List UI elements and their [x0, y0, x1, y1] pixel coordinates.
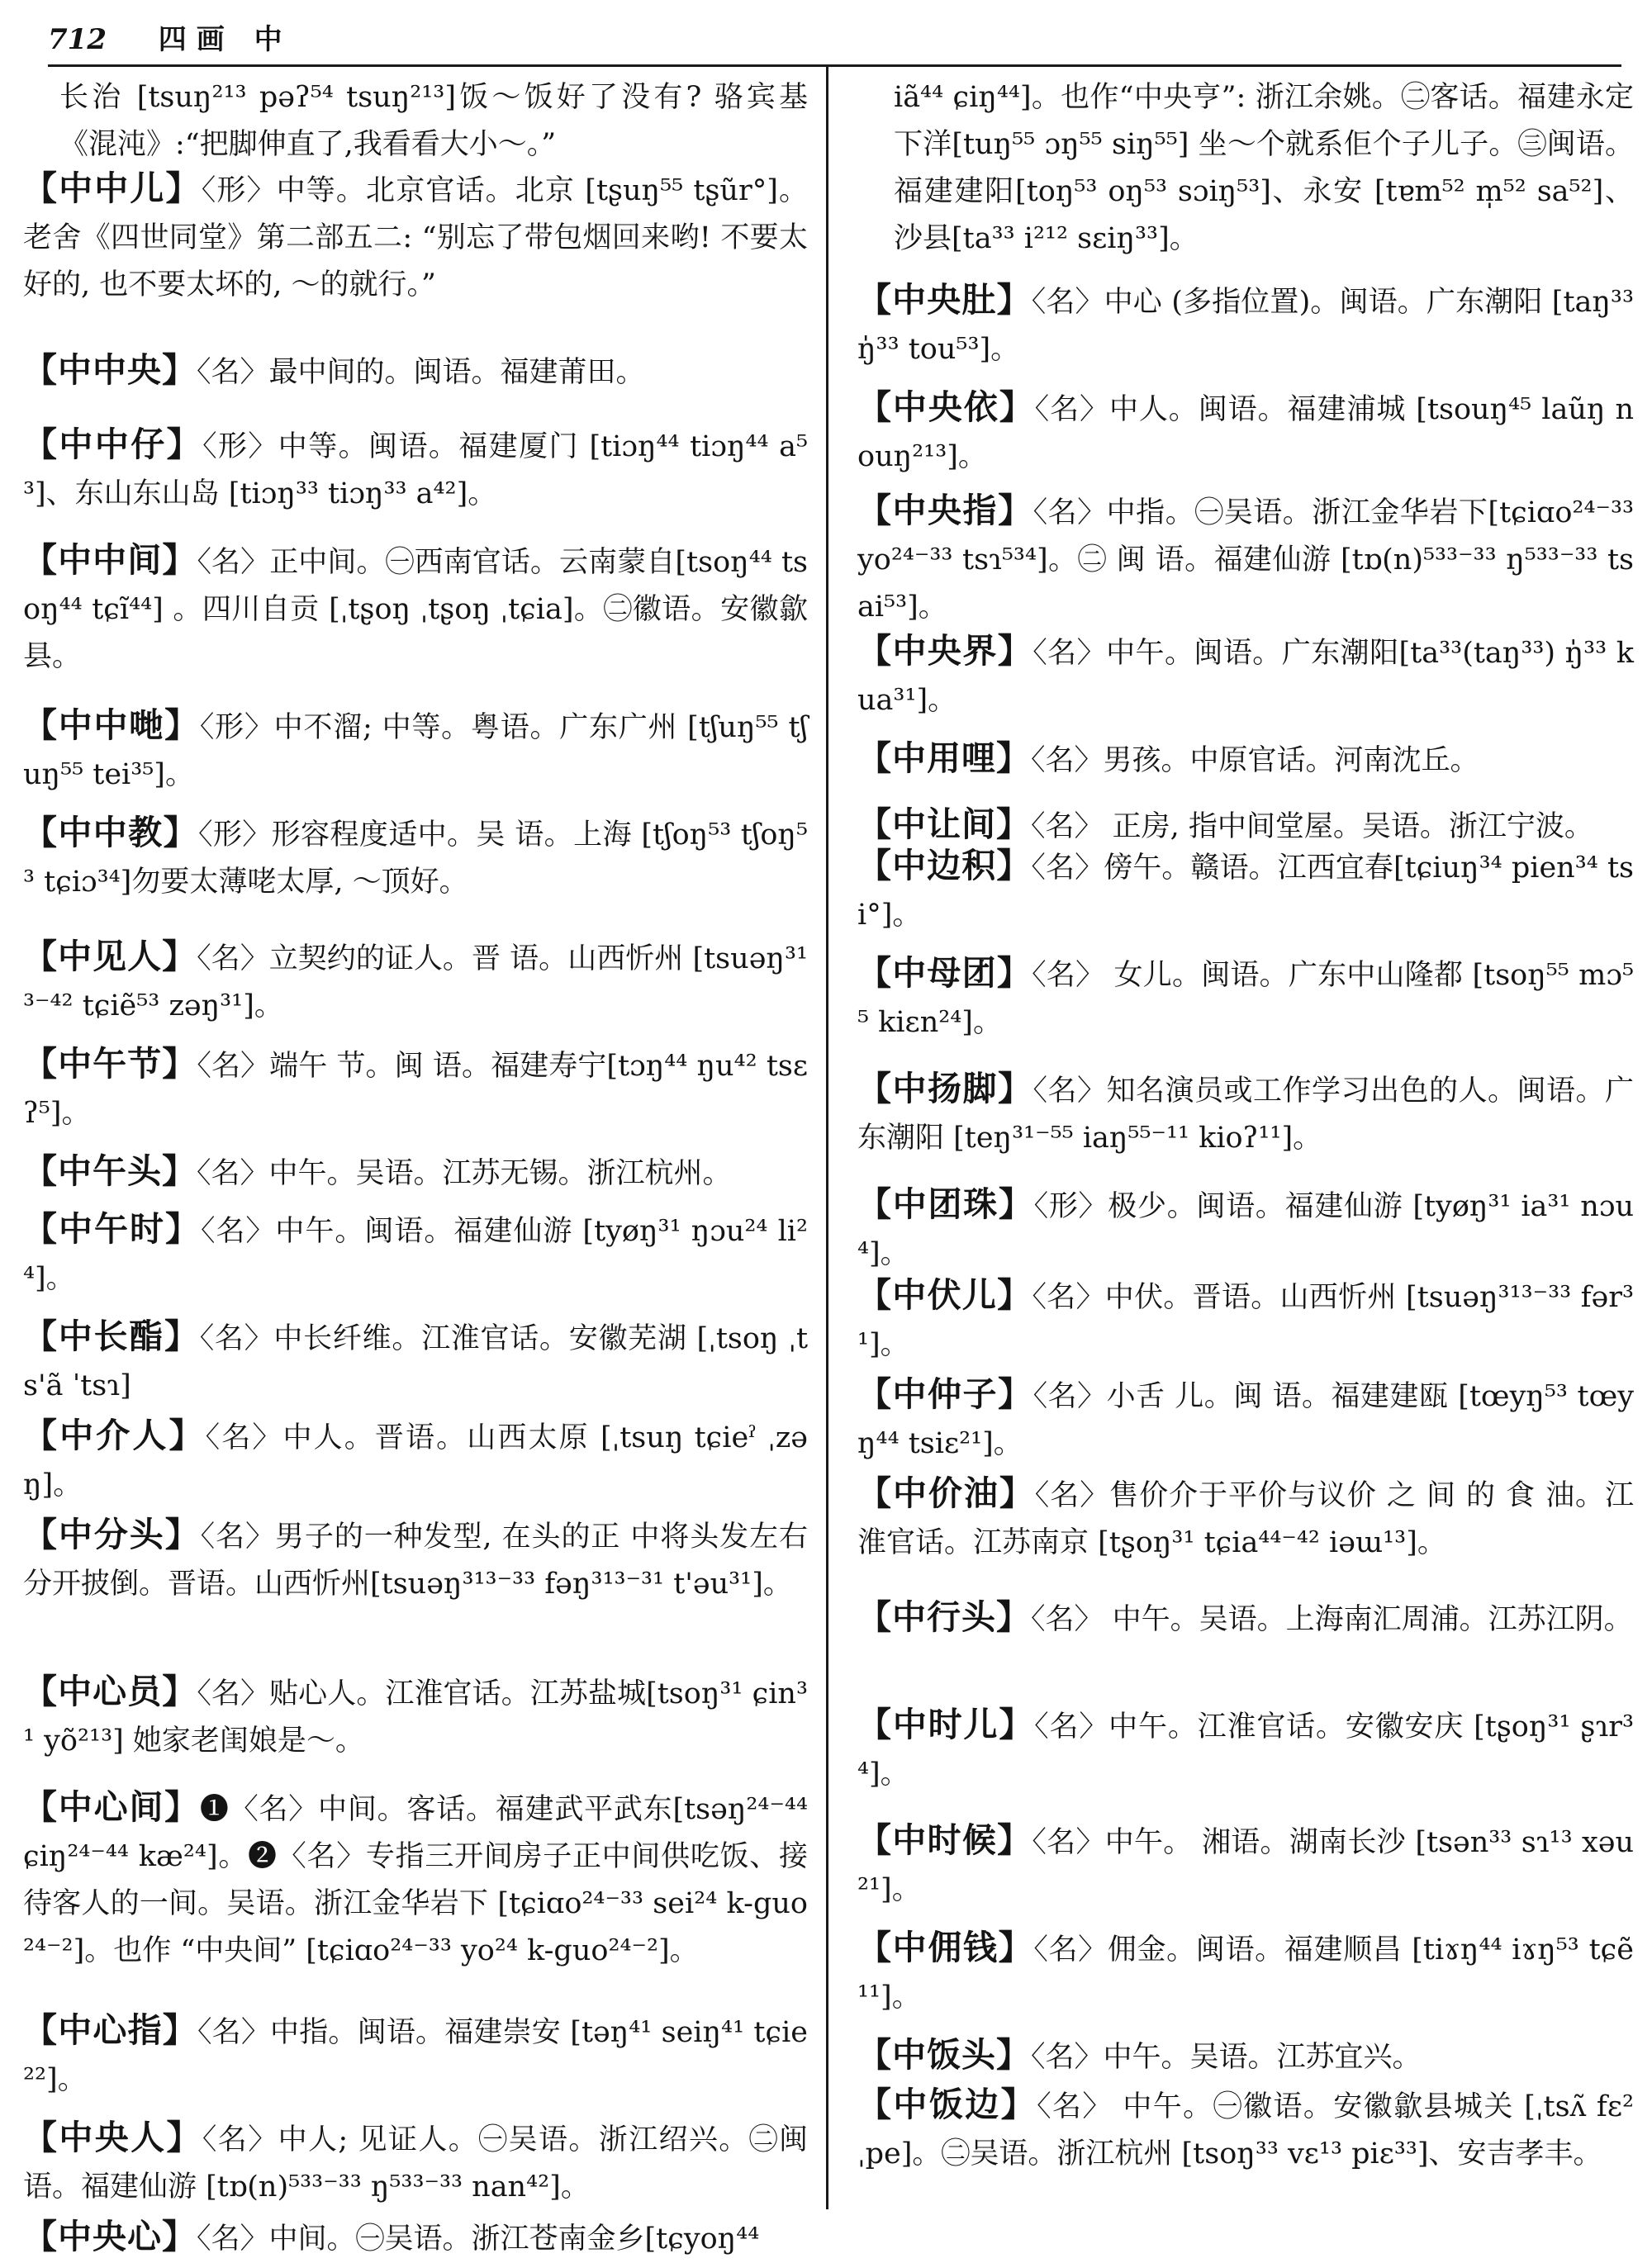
dictionary-entry [23, 1313, 808, 1410]
entry-headword: 【中长酯】 [23, 1317, 200, 1356]
entry-headword: 【中介人】 [23, 1416, 206, 1455]
entry-definition: 〈名〉贴心人。江淮官话。江苏盐城[tsoŋ³¹ ɕin³¹ yõ²¹³] 她家老闺娘是～。 [23, 1677, 808, 1758]
entry-definition: 〈名〉中指。闽语。福建崇安 [təŋ⁴¹ seiŋ⁴¹ tɕie²²]。 [23, 2016, 808, 2096]
entry-definition: 〈名〉傍午。赣语。江西宜春[tɕiuŋ³⁴ pien³⁴ tsi°]。 [857, 852, 1635, 932]
entry-definition: 〈名〉中午。江淮官话。安徽安庆 [tʂoŋ³¹ ʂɿr³⁴]。 [857, 1710, 1634, 1791]
dictionary-entry [857, 2032, 1634, 2081]
page-number: 712 [48, 23, 107, 56]
dictionary-entry [23, 2213, 808, 2263]
entry-definition: 〈形〉中不溜; 中等。粤语。广东广州 [tʃuŋ⁵⁵ tʃuŋ⁵⁵ tei³⁵]。 [23, 711, 809, 791]
dictionary-entry [857, 1701, 1634, 1798]
entry-headword: 【中用哩】 [857, 738, 1031, 778]
entry-headword: 【中饭头】 [857, 2035, 1031, 2075]
entry-definition: 〈名〉中午。闽语。广东潮阳[ta³³(taŋ³³) ŋ̍³³ kua³¹]。 [857, 637, 1634, 717]
entry-headword: 【中价油】 [857, 1473, 1035, 1513]
entry-definition: 长治 [tsuŋ²¹³ pəʔ⁵⁴ tsuŋ²¹³]饭～饭好了没有? 骆宾基《混沌》:“把脚伸直了,我看看大小～。” [59, 81, 808, 161]
entry-definition: 〈名〉 女儿。闽语。广东中山隆都 [tsoŋ⁵⁵ mɔ⁵⁵ kiɛn²⁴]。 [857, 959, 1634, 1039]
entry-headword: 【中饭边】 [857, 2085, 1037, 2124]
entry-headword: 【中心间】 [23, 1787, 200, 1827]
entry-definition: 〈形〉中等。闽语。福建厦门 [tiɔŋ⁴⁴ tiɔŋ⁴⁴ a⁵³]、东山东山岛 [tiɔŋ³³ tiɔŋ³³ a⁴²]。 [23, 430, 809, 510]
entry-headword: 【中时候】 [857, 1820, 1032, 1860]
entry-definition: 〈名〉立契约的证人。晋 语。山西忻州 [tsuəŋ³¹³⁻⁴² tɕiẽ⁵³ zəŋ³¹]。 [23, 942, 809, 1022]
entry-headword: 【中扬脚】 [857, 1069, 1033, 1108]
entry-headword: 【中母团】 [857, 953, 1032, 993]
dictionary-entry [23, 2114, 808, 2211]
dictionary-entry [23, 1148, 808, 1198]
dictionary-entry [857, 1272, 1634, 1369]
dictionary-entry [857, 487, 1634, 631]
column-divider [826, 66, 828, 2209]
dictionary-entry [23, 537, 808, 681]
entry-definition: 〈名〉中午。吴语。江苏宜兴。 [1031, 2041, 1422, 2074]
entry-headword: 【中团珠】 [857, 1184, 1034, 1224]
entry-definition: 〈名〉中间。㊀吴语。浙江苍南金乡[tɕyoŋ⁴⁴ [197, 2223, 760, 2256]
entry-headword: 【中央人】 [23, 2118, 202, 2157]
dictionary-entry [23, 1041, 808, 1137]
entry-definition: 〈名〉正中间。㊀西南官话。云南蒙自[tsoŋ⁴⁴ tsoŋ⁴⁴ tɕĩ⁴⁴] 。四川自贡 [ˌtʂoŋ ˌtʂoŋ ˌtɕia]。㊁徽语。安徽歙县。 [23, 546, 808, 673]
entry-headword: 【中心员】 [23, 1672, 197, 1711]
entry-headword: 【中央指】 [857, 491, 1033, 530]
entry-headword: 【中央界】 [857, 631, 1033, 671]
dictionary-entry [23, 933, 808, 1030]
entry-definition: 〈名〉知名演员或工作学习出色的人。闽语。广东潮阳 [teŋ³¹⁻⁵⁵ iaŋ⁵⁵⁻¹¹ kioʔ¹¹]。 [857, 1075, 1634, 1155]
entry-headword: 【中午时】 [23, 1209, 201, 1249]
entry-definition: 〈形〉形容程度适中。吴 语。上海 [tʃoŋ⁵³ tʃoŋ⁵³ tɕiɔ³⁴]勿要太薄咾太厚, ～顶好。 [23, 818, 808, 899]
entry-definition: ❶〈名〉中间。客话。福建武平武东[tsəŋ²⁴⁻⁴⁴ ɕiŋ²⁴⁻⁴⁴ kæ²⁴]。❷〈名〉专指三开间房子正中间供吃饭、接待客人的一间。吴语。浙江金华岩下 [tɕiɑo²⁴⁻³³ sei²⁴ k-guo²⁴⁻²]。也作 “中央间” [tɕiɑo²⁴⁻³³ yo²⁴ k-guo²⁴⁻²]。 [23, 1793, 808, 1967]
dictionary-entry [23, 421, 808, 518]
entry-headword: 【中让间】 [857, 804, 1031, 844]
dictionary-entry [857, 1470, 1634, 1567]
entry-definition: 〈名〉中人。闽语。福建浦城 [tsouŋ⁴⁵ laũŋ nouŋ²¹³]。 [857, 393, 1634, 473]
entry-definition: 〈名〉最中间的。闽语。福建莆田。 [197, 356, 645, 389]
entry-headword: 【中中仔】 [23, 425, 203, 464]
entry-definition: 〈名〉中长纤维。江淮官话。安徽芜湖 [ˌtsoŋ ˌts'ã ˈtsɿ] [23, 1322, 809, 1402]
entry-definition: 〈名〉端午 节。闽 语。福建寿宁[tɔŋ⁴⁴ ŋu⁴² tsɛʔ⁵]。 [23, 1050, 809, 1130]
dictionary-entry [857, 1594, 1634, 1644]
entry-headword: 【中心指】 [23, 2010, 197, 2050]
entry-headword: 【中中儿】 [23, 168, 202, 208]
dictionary-entry [23, 347, 808, 396]
entry-definition: 〈形〉极少。闽语。福建仙游 [tyøŋ³¹ ia³¹ nɔu⁴]。 [857, 1190, 1634, 1270]
entry-definition: 〈名〉中指。㊀吴语。浙江金华岩下[tɕiɑo²⁴⁻³³ yo²⁴⁻³³ tsɿ⁵³⁴]。㊁ 闽 语。福建仙游 [tɒ(n)⁵³³⁻³³ ŋ⁵³³⁻³³ tsai⁵³]。 [857, 496, 1635, 624]
entry-definition: 〈名〉小舌 儿。闽 语。福建建瓯 [tœyŋ⁵³ tœyŋ⁴⁴ tsiɛ²¹]。 [857, 1380, 1634, 1460]
entry-headword: 【中中央】 [23, 350, 197, 390]
dictionary-entry [857, 1065, 1634, 1162]
dictionary-entry [857, 1371, 1634, 1468]
entry-headword: 【中午节】 [23, 1044, 197, 1084]
entry-headword: 【中午头】 [23, 1151, 197, 1191]
entry-headword: 【中见人】 [23, 937, 197, 976]
entry-headword: 【中分头】 [23, 1515, 201, 1554]
entry-definition: 〈形〉中等。北京官话。北京 [tʂuŋ⁵⁵ tʂũr°]。老舍《四世同堂》第二部五二: “别忘了带包烟回来哟! 不要太好的, 也不要太坏的, ～的就行。” [23, 174, 808, 301]
page-header [48, 18, 1617, 61]
entry-definition: 〈名〉佣金。闽语。福建顺昌 [tiɤŋ⁴⁴ iɤŋ⁵³ tɕẽ¹¹]。 [857, 1933, 1634, 2014]
entry-headword: 【中央依】 [857, 387, 1035, 427]
entry-headword: 【中央肚】 [857, 280, 1032, 320]
entry-definition: 〈名〉中午。吴语。江苏无锡。浙江杭州。 [197, 1157, 732, 1190]
entry-definition: 〈名〉男子的一种发型, 在头的正 中将头发左右分开披倒。晋语。山西忻州[tsuəŋ³¹³⁻³³ fəŋ³¹³⁻³¹ t'əu³¹]。 [23, 1521, 808, 1601]
dictionary-entry [23, 2007, 808, 2104]
entry-continuation [23, 74, 808, 168]
entry-definition: 〈名〉中午。闽语。福建仙游 [tyøŋ³¹ ŋɔu²⁴ li²⁴]。 [23, 1215, 808, 1295]
entry-definition: 〈名〉 正房, 指中间堂屋。吴语。浙江宁波。 [1031, 810, 1593, 843]
entry-headword: 【中边积】 [857, 846, 1032, 885]
entry-headword: 【中仲子】 [857, 1374, 1033, 1414]
dictionary-entry [23, 702, 808, 799]
entry-headword: 【中中哋】 [23, 705, 200, 745]
running-head: 四画 中 [158, 23, 292, 56]
dictionary-entry [23, 1511, 808, 1608]
dictionary-entry [857, 842, 1634, 939]
dictionary-entry [23, 1668, 808, 1765]
entry-definition: 〈名〉 中午。吴语。上海南汇周浦。江苏江阴。 [1031, 1603, 1633, 1636]
dictionary-entry [857, 1181, 1634, 1278]
entry-definition: 〈名〉中伏。晋语。山西忻州 [tsuəŋ³¹³⁻³³ fər³¹]。 [857, 1281, 1635, 1361]
dictionary-entry [857, 1817, 1634, 1914]
dictionary-entry [23, 165, 808, 309]
entry-headword: 【中央心】 [23, 2217, 197, 2256]
dictionary-entry [857, 950, 1634, 1046]
dictionary-entry [857, 2081, 1634, 2178]
entry-headword: 【中中间】 [23, 540, 197, 580]
dictionary-entry [23, 809, 808, 906]
dictionary-entry [857, 628, 1634, 724]
dictionary-entry [23, 1784, 808, 1975]
entry-definition: 〈名〉中心 (多指位置)。闽语。广东潮阳 [taŋ³³ ŋ̍³³ tou⁵³]。 [857, 286, 1634, 366]
entry-definition: 〈名〉中人。晋语。山西太原 [ˌtsuŋ tɕieˀ ˌzəŋ]。 [23, 1421, 809, 1502]
entry-definition: 〈名〉中午。 湘语。湖南长沙 [tsən³³ sɿ¹³ xəu²¹]。 [857, 1826, 1635, 1906]
entry-continuation [857, 74, 1634, 263]
entry-headword: 【中中教】 [23, 813, 198, 852]
entry-headword: 【中时儿】 [857, 1705, 1035, 1744]
entry-definition: 〈名〉 中午。㊀徽语。安徽歙县城关 [ˌtsʌ̃ fɛ² ˌpe]。㊁吴语。浙江杭州 [tsoŋ³³ vɛ¹³ piɛ³³]、安吉孝丰。 [857, 2090, 1635, 2170]
header-rule [48, 64, 1621, 67]
entry-headword: 【中行头】 [857, 1597, 1031, 1637]
dictionary-entry [23, 1206, 808, 1302]
dictionary-entry [857, 735, 1634, 785]
entry-definition: 〈名〉售价介于平价与议价 之 间 的 食 油。江淮官话。江苏南京 [tʂoŋ³¹ tɕia⁴⁴⁻⁴² iəɯ¹³]。 [857, 1479, 1634, 1559]
dictionary-entry [857, 384, 1634, 481]
dictionary-entry [23, 1412, 808, 1509]
entry-headword: 【中佣钱】 [857, 1928, 1034, 1967]
entry-definition: iã⁴⁴ ɕiŋ⁴⁴]。也作“中央亨”: 浙江余姚。㊁客话。福建永定下洋[tuŋ⁵⁵ ɔŋ⁵⁵ siŋ⁵⁵] 坐～个就系佢个子儿子。㊂闽语。福建建阳[toŋ⁵³ oŋ⁵³ sɔiŋ⁵³]、永安 [tɐm⁵² m̩⁵² sa⁵²]、沙县[ta³³ i²¹² sɛiŋ³³]。 [894, 81, 1634, 255]
entry-definition: 〈名〉男孩。中原官话。河南沈丘。 [1031, 744, 1479, 777]
entry-headword: 【中伏儿】 [857, 1275, 1032, 1315]
dictionary-entry [857, 1924, 1634, 2021]
dictionary-entry [857, 277, 1634, 373]
entry-definition: 〈名〉中人; 见证人。㊀吴语。浙江绍兴。㊁闽语。福建仙游 [tɒ(n)⁵³³⁻³³ ŋ⁵³³⁻³³ nan⁴²]。 [23, 2123, 809, 2204]
